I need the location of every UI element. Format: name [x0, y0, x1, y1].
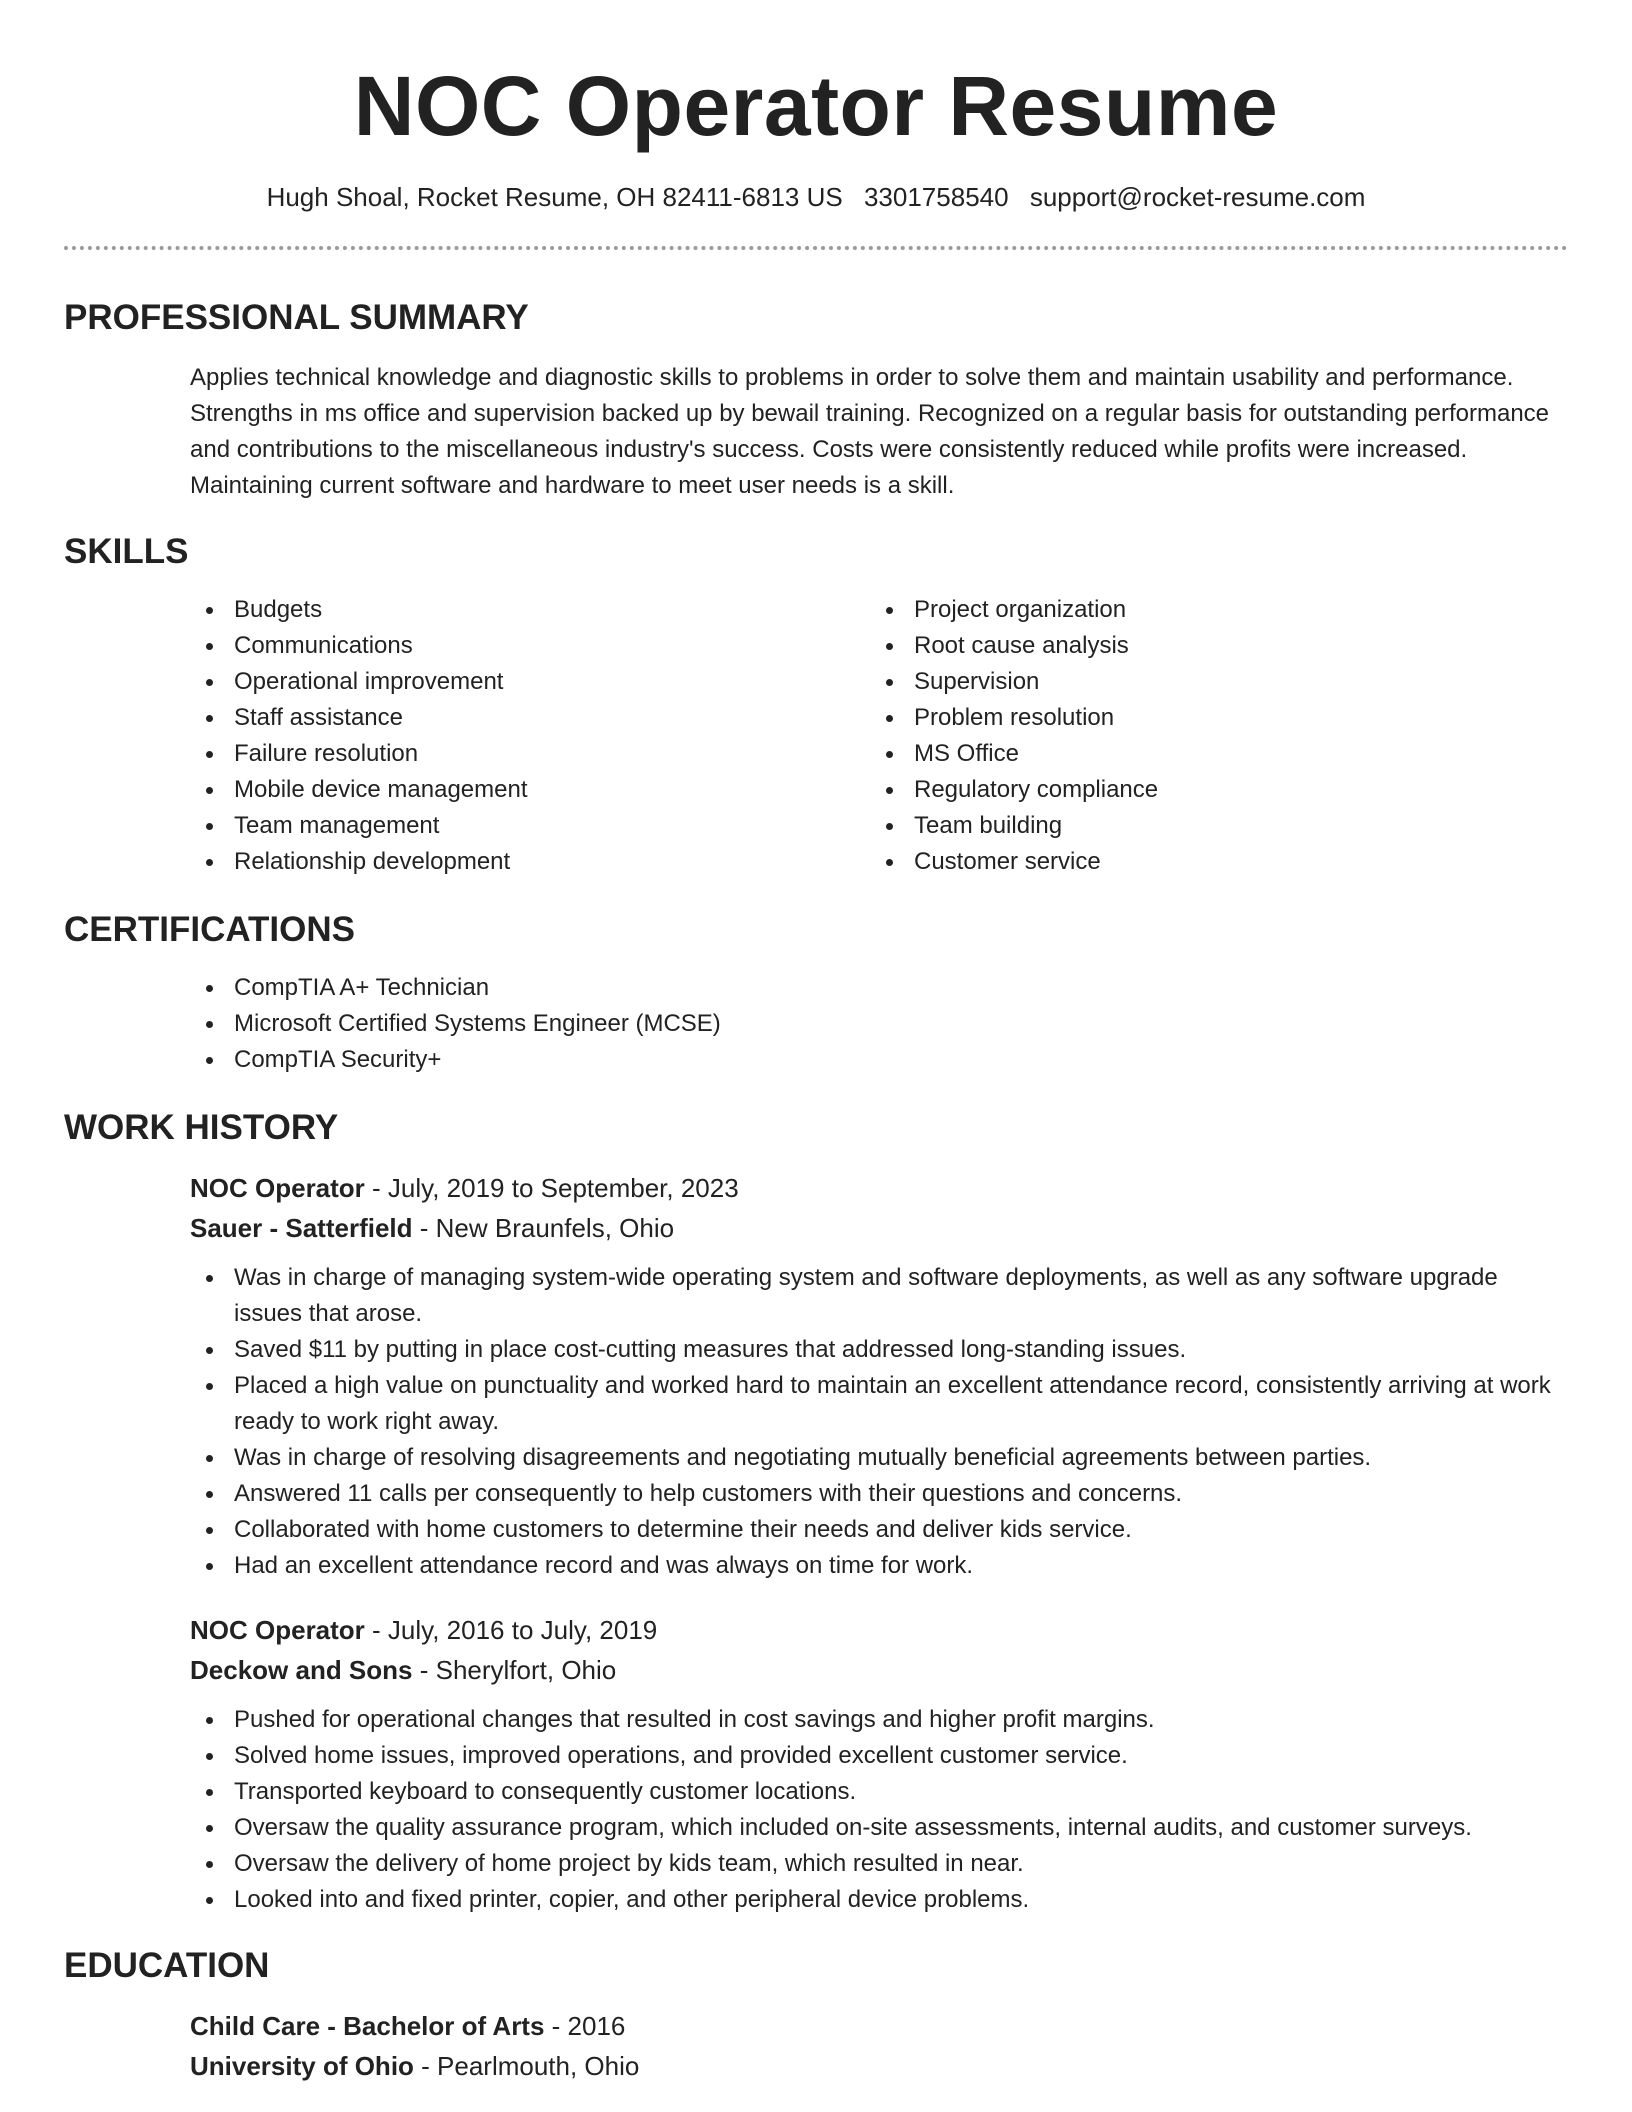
education-school-line	[190, 2046, 1568, 2086]
skill-item: Regulatory compliance	[870, 772, 1550, 808]
job-bullet: Looked into and fixed printer, copier, and other peripheral device problems.	[190, 1882, 1568, 1918]
job-bullet: Oversaw the quality assurance program, which included on-site assessments, internal audits, and customer surveys.	[190, 1810, 1568, 1846]
skill-item: Mobile device management	[190, 772, 870, 808]
summary-section	[64, 296, 1568, 504]
skill-item: Communications	[190, 628, 870, 664]
skills-list-left	[190, 592, 870, 880]
skill-item: Supervision	[870, 664, 1550, 700]
job-title: NOC Operator	[190, 1173, 365, 1203]
work-history-section	[64, 1106, 1568, 1918]
job-company: Deckow and Sons	[190, 1655, 413, 1685]
education-degree: Child Care - Bachelor of Arts	[190, 2011, 545, 2041]
certification-item: CompTIA Security+	[190, 1042, 1568, 1078]
education-section	[64, 1944, 1568, 2086]
education-entry	[190, 2006, 1568, 2086]
job-bullet: Pushed for operational changes that resulted in cost savings and higher profit margins.	[190, 1702, 1568, 1738]
job-bullet: Had an excellent attendance record and was always on time for work.	[190, 1548, 1568, 1584]
job-location: - New Braunfels, Ohio	[412, 1213, 675, 1243]
education-year: - 2016	[544, 2011, 626, 2041]
education-heading: EDUCATION	[64, 1946, 270, 1985]
job-entry	[190, 1610, 1568, 1918]
summary-text: Applies technical knowledge and diagnostic skills to problems in order to solve them and maintain usability and performance. Strengths in ms office and supervision backed up by bewail training. Recognized on a regular basis for outstanding performance and contributions to the miscellaneous industry's success. Costs were consistently reduced while profits were increased. Maintaining current software and hardware to meet user needs is a skill.	[190, 364, 1550, 499]
certifications-section	[64, 908, 1568, 1078]
job-bullet: Oversaw the delivery of home project by kids team, which resulted in near.	[190, 1846, 1568, 1882]
skills-list-right	[870, 592, 1550, 880]
job-bullet: Placed a high value on punctuality and worked hard to maintain an excellent attendance record, consistently arriving at work ready to work right away.	[190, 1368, 1568, 1440]
certifications-list	[190, 970, 1568, 1078]
job-bullet: Was in charge of managing system-wide operating system and software deployments, as well as any software upgrade issues that arose.	[190, 1260, 1568, 1332]
certification-item: CompTIA A+ Technician	[190, 970, 1568, 1006]
job-title: NOC Operator	[190, 1615, 365, 1645]
job-company: Sauer - Satterfield	[190, 1213, 413, 1243]
job-location: - Sherylfort, Ohio	[412, 1655, 617, 1685]
skill-item: Failure resolution	[190, 736, 870, 772]
job-bullets	[190, 1260, 1568, 1584]
education-school: University of Ohio	[190, 2051, 414, 2081]
job-dates: - July, 2016 to July, 2019	[364, 1615, 658, 1645]
contact-email: support@rocket-resume.com	[1029, 182, 1366, 212]
education-location: - Pearlmouth, Ohio	[413, 2051, 640, 2081]
contact-phone: 3301758540	[863, 182, 1009, 212]
skill-item: Root cause analysis	[870, 628, 1550, 664]
skill-item: Project organization	[870, 592, 1550, 628]
skills-heading: SKILLS	[64, 532, 189, 571]
job-bullet: Transported keyboard to consequently customer locations.	[190, 1774, 1568, 1810]
job-entry	[190, 1168, 1568, 1584]
skill-item: MS Office	[870, 736, 1550, 772]
skills-grid	[190, 592, 1568, 880]
certifications-heading: CERTIFICATIONS	[64, 910, 356, 949]
skill-item: Staff assistance	[190, 700, 870, 736]
summary-heading: PROFESSIONAL SUMMARY	[64, 298, 529, 337]
job-title-line	[190, 1610, 1568, 1650]
job-company-line	[190, 1208, 1568, 1248]
contact-line	[64, 180, 1568, 214]
job-bullet: Solved home issues, improved operations, and provided excellent customer service.	[190, 1738, 1568, 1774]
certification-item: Microsoft Certified Systems Engineer (MCSE)	[190, 1006, 1568, 1042]
header-divider	[64, 246, 1568, 250]
skill-item: Relationship development	[190, 844, 870, 880]
job-bullet: Was in charge of resolving disagreements and negotiating mutually beneficial agreements between parties.	[190, 1440, 1568, 1476]
skill-item: Team management	[190, 808, 870, 844]
skill-item: Budgets	[190, 592, 870, 628]
work-history-heading: WORK HISTORY	[64, 1108, 339, 1147]
skill-item: Team building	[870, 808, 1550, 844]
skills-section	[64, 530, 1568, 880]
job-bullet: Collaborated with home customers to determine their needs and deliver kids service.	[190, 1512, 1568, 1548]
skill-item: Operational improvement	[190, 664, 870, 700]
job-bullet: Answered 11 calls per consequently to help customers with their questions and concerns.	[190, 1476, 1568, 1512]
job-bullet: Saved $11 by putting in place cost-cutting measures that addressed long-standing issues.	[190, 1332, 1568, 1368]
resume-title: NOC Operator Resume	[353, 59, 1279, 153]
job-title-line	[190, 1168, 1568, 1208]
job-company-line	[190, 1650, 1568, 1690]
skill-item: Customer service	[870, 844, 1550, 880]
contact-address: Hugh Shoal, Rocket Resume, OH 82411-6813 US	[266, 182, 843, 212]
job-bullets	[190, 1702, 1568, 1918]
job-dates: - July, 2019 to September, 2023	[364, 1173, 739, 1203]
skill-item: Problem resolution	[870, 700, 1550, 736]
education-degree-line	[190, 2006, 1568, 2046]
